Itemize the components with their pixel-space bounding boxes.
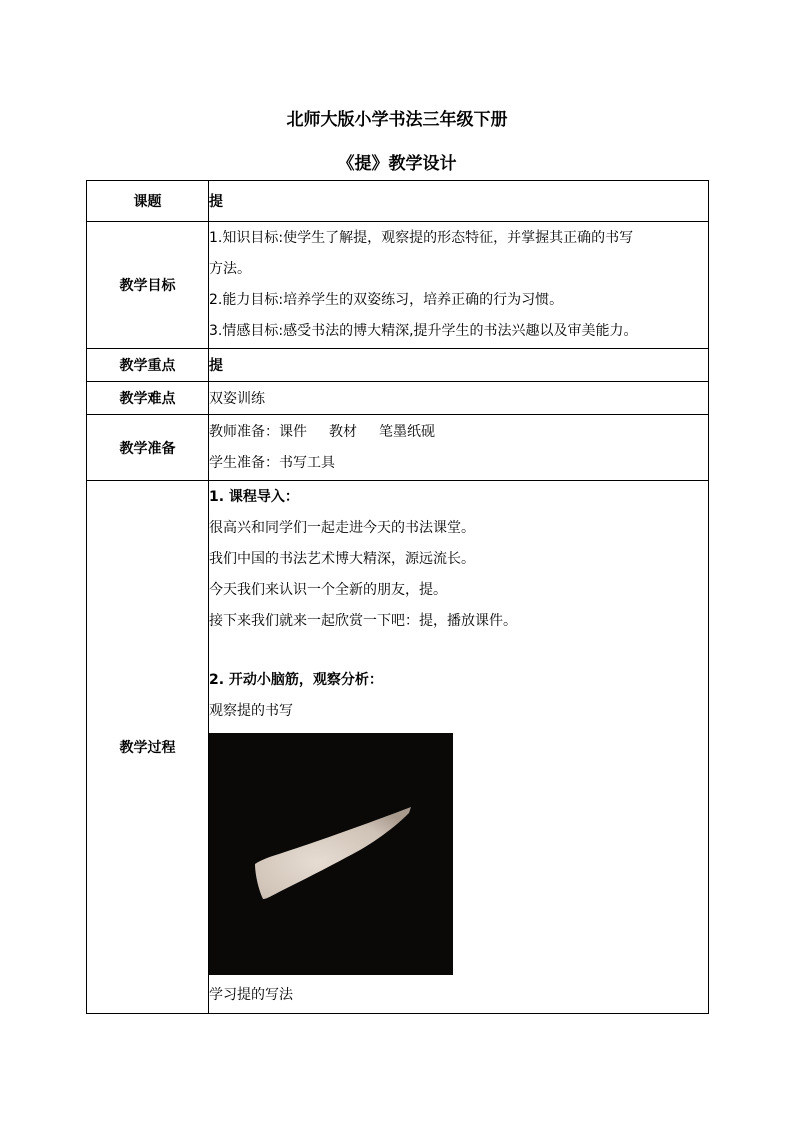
label-process: 教学过程: [87, 481, 209, 1014]
brush-stroke-ti-image: [209, 733, 453, 975]
row-goals: [87, 222, 709, 349]
value-process: [209, 481, 709, 1014]
section1-line: 今天我们来认识一个全新的朋友，提。: [209, 582, 447, 598]
value-prep: [209, 415, 709, 481]
row-focus: [87, 349, 709, 382]
value-topic: 提: [209, 181, 709, 222]
document-title: 北师大版小学书法三年级下册: [286, 110, 508, 130]
teacher-prep-prefix: 教师准备：: [209, 423, 279, 440]
section2-heading: 2. 开动小脑筋，观察分析：: [209, 672, 383, 688]
section1-heading: 1. 课程导入：: [209, 489, 299, 505]
row-prep: [87, 415, 709, 481]
goal-line: 1.知识目标:使学生了解提，观察提的形态特征，并掌握其正确的书写: [209, 230, 634, 246]
goal-line: 3.情感目标:感受书法的博大精深,提升学生的书法兴趣以及审美能力。: [209, 323, 638, 339]
section2-caption: 观察提的书写: [209, 703, 293, 719]
value-focus: 提: [209, 349, 709, 382]
row-difficulty: [87, 382, 709, 415]
label-prep: 教学准备: [87, 415, 209, 481]
goal-line: 方法。: [209, 261, 251, 277]
teacher-prep-line: [209, 417, 708, 448]
value-goals: [209, 222, 709, 349]
section1-line: 接下来我们就来一起欣赏一下吧：提，播放课件。: [209, 613, 517, 629]
row-topic: [87, 181, 709, 222]
teacher-prep-item: 课件: [279, 423, 307, 440]
section1-line: 我们中国的书法艺术博大精深，源远流长。: [209, 551, 475, 567]
label-difficulty: 教学难点: [87, 382, 209, 415]
lesson-plan-table: [86, 180, 709, 1014]
goal-line: 2.能力目标:培养学生的双姿练习，培养正确的行为习惯。: [209, 292, 564, 308]
teacher-prep-item: 教材: [329, 423, 357, 440]
label-goals: 教学目标: [87, 222, 209, 349]
brush-stroke-icon: [209, 733, 453, 975]
section1-line: 很高兴和同学们一起走进今天的书法课堂。: [209, 520, 475, 536]
closing-line: 学习提的写法: [209, 987, 293, 1003]
label-topic: 课题: [87, 181, 209, 222]
label-focus: 教学重点: [87, 349, 209, 382]
document-subtitle: 《提》教学设计: [337, 154, 457, 174]
teacher-prep-item: 笔墨纸砚: [379, 423, 435, 440]
row-process: [87, 481, 709, 1014]
value-difficulty: 双姿训练: [209, 382, 709, 415]
student-prep-line: 学生准备：书写工具: [209, 454, 335, 471]
